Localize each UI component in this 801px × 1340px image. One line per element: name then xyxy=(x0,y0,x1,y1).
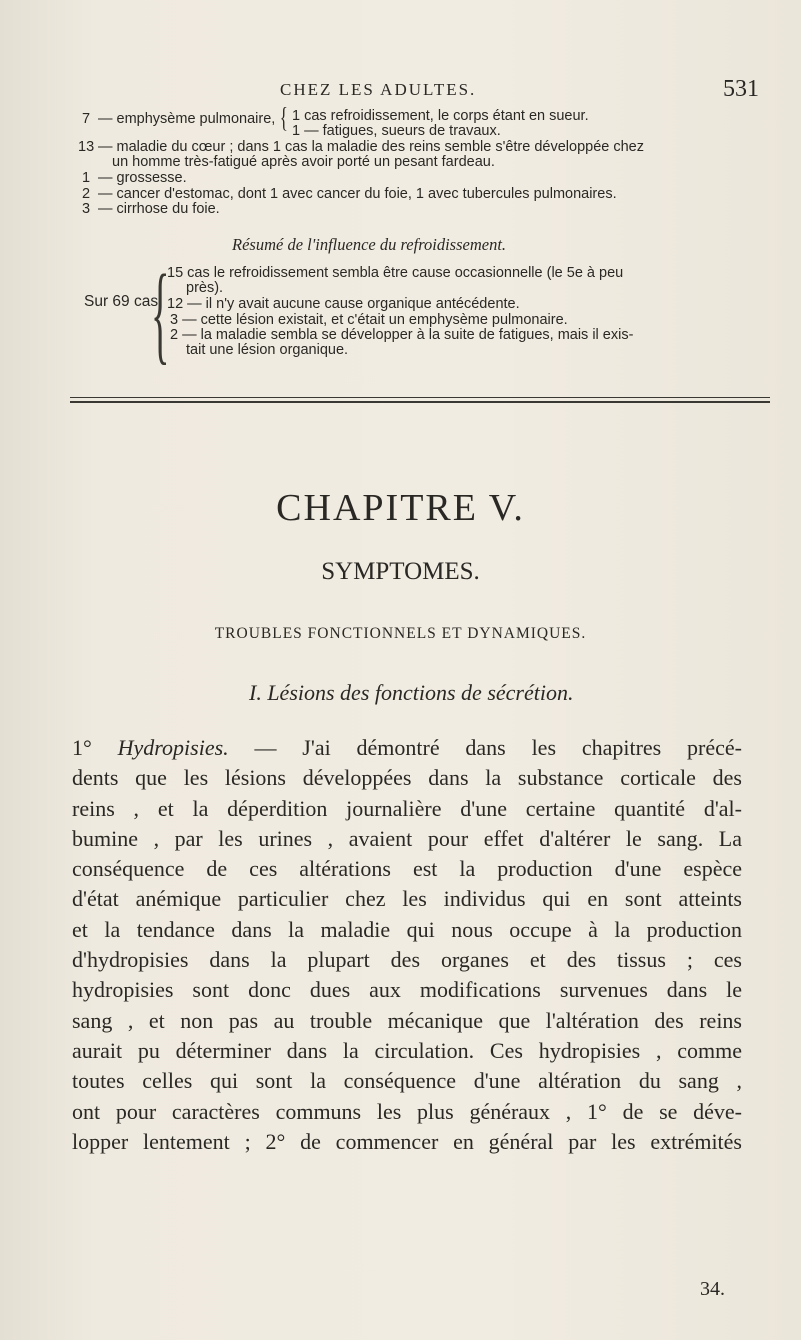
list-item-number: 13 xyxy=(78,139,95,155)
paragraph-line xyxy=(72,733,742,763)
list-item-text: — grossesse. xyxy=(98,170,187,186)
paragraph-line: d'état anémique particulier chez les individus qui en sont atteints xyxy=(72,886,742,912)
paragraph-line: conséquence de ces altérations est la production d'une espèce xyxy=(72,856,742,882)
list-item-text: — cirrhose du foie. xyxy=(98,201,220,217)
paragraph-line: sang , et non pas au trouble mécanique que l'altération des reins xyxy=(72,1007,742,1033)
list-item-number: 2 xyxy=(82,186,91,202)
list-item-text: — maladie du cœur ; dans 1 cas la maladie des reins semble s'être développée chez xyxy=(98,139,644,155)
divider xyxy=(70,397,770,398)
subheading-text: I. Lésions des fonctions de sécrétion. xyxy=(249,680,574,705)
paragraph-line-text: — J'ai démontré dans les chapitres précé- xyxy=(228,735,742,760)
body-paragraph xyxy=(72,733,742,1157)
list-item-number: 1 xyxy=(82,170,91,186)
chapter-title: CHAPITRE V. xyxy=(276,487,525,529)
paragraph-lead-title: Hydropisies. xyxy=(117,735,229,760)
paragraph-line: aurait pu déterminer dans la circulation. Ces hydropisies , comme xyxy=(72,1037,742,1063)
paragraph-line: d'hydropisies dans la plupart des organes et des tissus ; ces xyxy=(72,947,742,973)
paragraph-line: hydropisies sont donc dues aux modifications survenues dans le xyxy=(72,977,742,1003)
summary-item: 3 — cette lésion existait, et c'était un emphysème pulmonaire. xyxy=(170,312,568,328)
page-number: 531 xyxy=(723,76,759,102)
divider xyxy=(70,401,770,403)
brace-icon: { xyxy=(279,103,288,134)
list-item-subline: 1 — fatigues, sueurs de travaux. xyxy=(292,123,501,139)
running-head: CHEZ LES ADULTES. xyxy=(280,80,477,99)
summary-item: 12 — il n'y avait aucune cause organique antécédente. xyxy=(167,296,520,312)
list-item-number: 3 xyxy=(82,201,91,217)
paragraph-line: et la tendance dans la maladie qui nous occupe à la production xyxy=(72,916,742,942)
paragraph-line: dents que les lésions développées dans la substance corticale des xyxy=(72,765,742,791)
paragraph-line: ont pour caractères communs les plus généraux , 1° de se déve- xyxy=(72,1098,742,1124)
summary-label: Sur 69 cas. xyxy=(84,293,163,310)
paragraph-line: reins , et la déperdition journalière d'une certaine quantité d'al- xyxy=(72,795,742,821)
brace-icon: { xyxy=(151,252,170,374)
paragraph-line: toutes celles qui sont la conséquence d'une altération du sang , xyxy=(72,1068,742,1094)
summary-item: 2 — la maladie sembla se développer à la suite de fatigues, mais il exis- xyxy=(170,327,634,343)
list-item-subline: 1 cas refroidissement, le corps étant en sueur. xyxy=(292,108,589,124)
printer-signature: 34. xyxy=(700,1278,725,1300)
list-item-text: — cancer d'estomac, dont 1 avec cancer du foie, 1 avec tubercules pulmonaires. xyxy=(98,186,617,202)
summary-item-continuation: près). xyxy=(186,280,224,296)
subsection-title: TROUBLES FONCTIONNELS ET DYNAMIQUES. xyxy=(214,625,587,642)
paragraph-line: lopper lentement ; 2° de commencer en général par les extrémités xyxy=(72,1128,742,1154)
list-item-text: — emphysème pulmonaire, xyxy=(98,111,276,127)
summary-title: Résumé de l'influence du refroidissement. xyxy=(232,235,507,254)
subheading xyxy=(249,680,573,706)
paragraph-lead-number: 1° xyxy=(72,735,92,760)
list-item-continuation: un homme très-fatigué après avoir porté un pesant fardeau. xyxy=(112,154,495,170)
paragraph-line: bumine , par les urines , avaient pour effet d'altérer le sang. La xyxy=(72,825,742,851)
list-item-number: 7 xyxy=(82,111,91,127)
section-title: SYMPTOMES. xyxy=(321,558,480,585)
summary-item-continuation: tait une lésion organique. xyxy=(186,342,349,358)
summary-item: 15 cas le refroidissement sembla être cause occasionnelle (le 5e à peu xyxy=(167,265,624,281)
